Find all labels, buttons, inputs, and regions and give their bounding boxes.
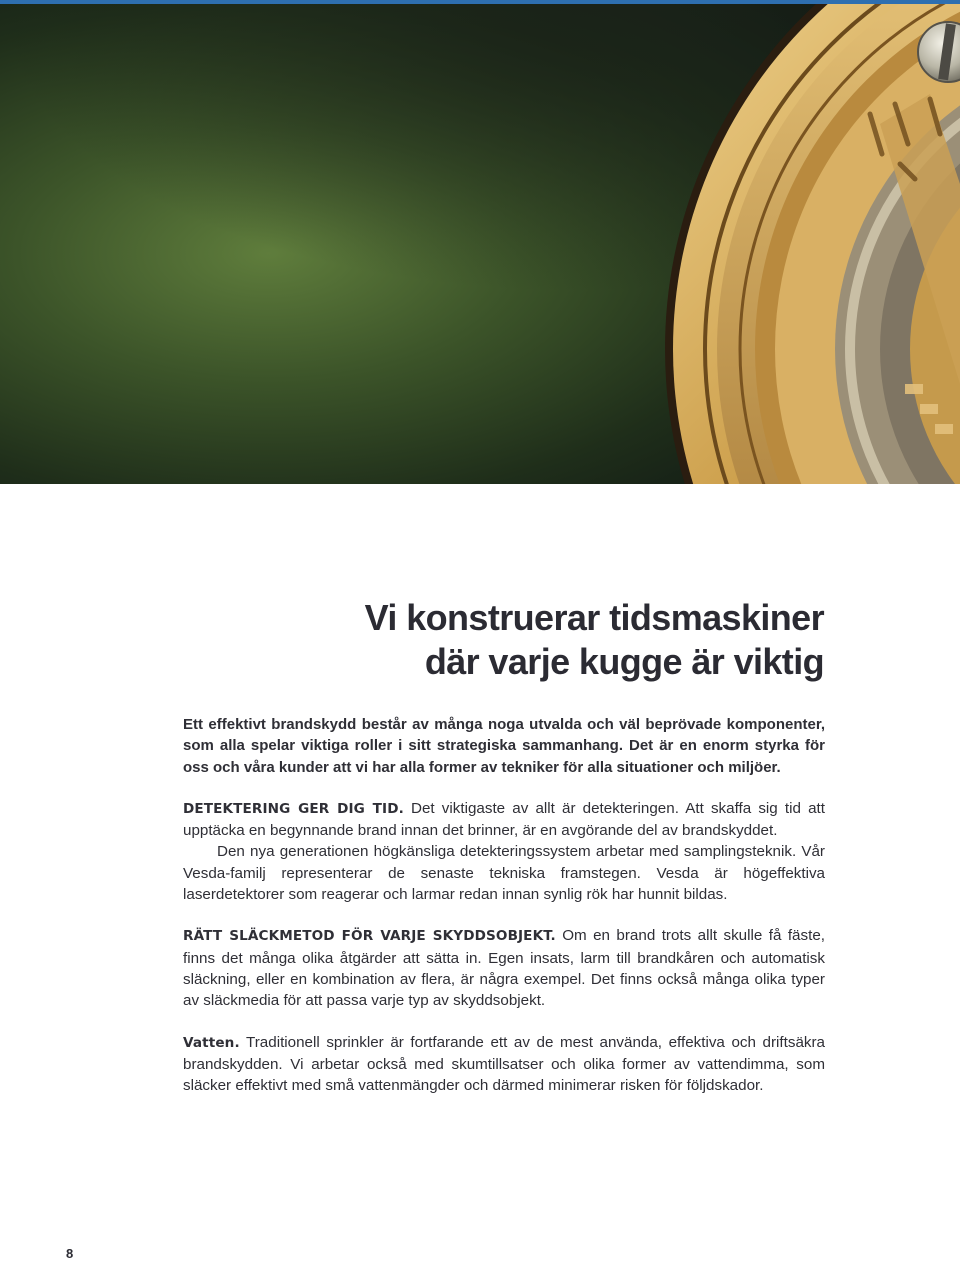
detektering-lead: DETEKTERING GER DIG TID.	[183, 800, 404, 817]
vatten-text: Traditionell sprinkler är fortfarande ett av de mest använda, effektiva och driftsäkra brandskydden. Vi arbetar också med skumtillsatser och olika former av vattendimma, som släcker effektivt med små vattenmängder och därmed minimerar risken för följdskador.	[183, 1033, 825, 1095]
page-headline	[150, 596, 824, 684]
detektering-text: Det viktigaste av allt är detekteringen. Att skaffa sig tid att upptäcka en begynnande brand innan det brinner, är en avgörande del av brandskyddet.	[183, 799, 825, 840]
slackmetod-lead: RÄTT SLÄCKMETOD FÖR VARJE SKYDDSOBJEKT.	[183, 928, 556, 945]
hero-photo	[0, 4, 960, 484]
slackmetod-paragraph	[183, 925, 825, 1011]
detektering-paragraph	[183, 798, 825, 842]
vatten-lead: Vatten.	[183, 1034, 240, 1051]
intro-paragraph: Ett effektivt brandskydd består av många noga utvalda och väl beprövade komponenter, som alla spelar viktiga roller i sitt strategiska sammanhang. Det är en enorm styrka för oss och våra kunder att vi har alla former av tekniker för alla situationer och miljöer.	[183, 716, 825, 776]
page-number: 8	[66, 1246, 74, 1261]
headline-line-1: Vi konstruerar tidsmaskiner	[364, 597, 824, 638]
detektering-paragraph-2: Den nya generationen högkänsliga detekteringssystem arbetar med samplingsteknik. Vår Vesda-familj representerar de senaste tekniska framstegen. Vesda är högeffektiva laserdetektorer som reagerar och larmar redan innan synlig rök har hunnit bildas.	[183, 843, 825, 904]
slackmetod-text: Om en brand trots allt skulle få fäste, finns det många olika åtgärder att sätta in. Egen insats, larm till brandkåren och automatisk släckning, eller en kombination av flera, är några exempel. Det finns också många olika typer av släckmedia för att passa varje typ av skyddsobjekt.	[183, 927, 825, 1010]
body-text	[183, 714, 825, 1096]
vatten-paragraph	[183, 1032, 825, 1097]
headline-line-2: där varje kugge är viktig	[424, 641, 824, 682]
